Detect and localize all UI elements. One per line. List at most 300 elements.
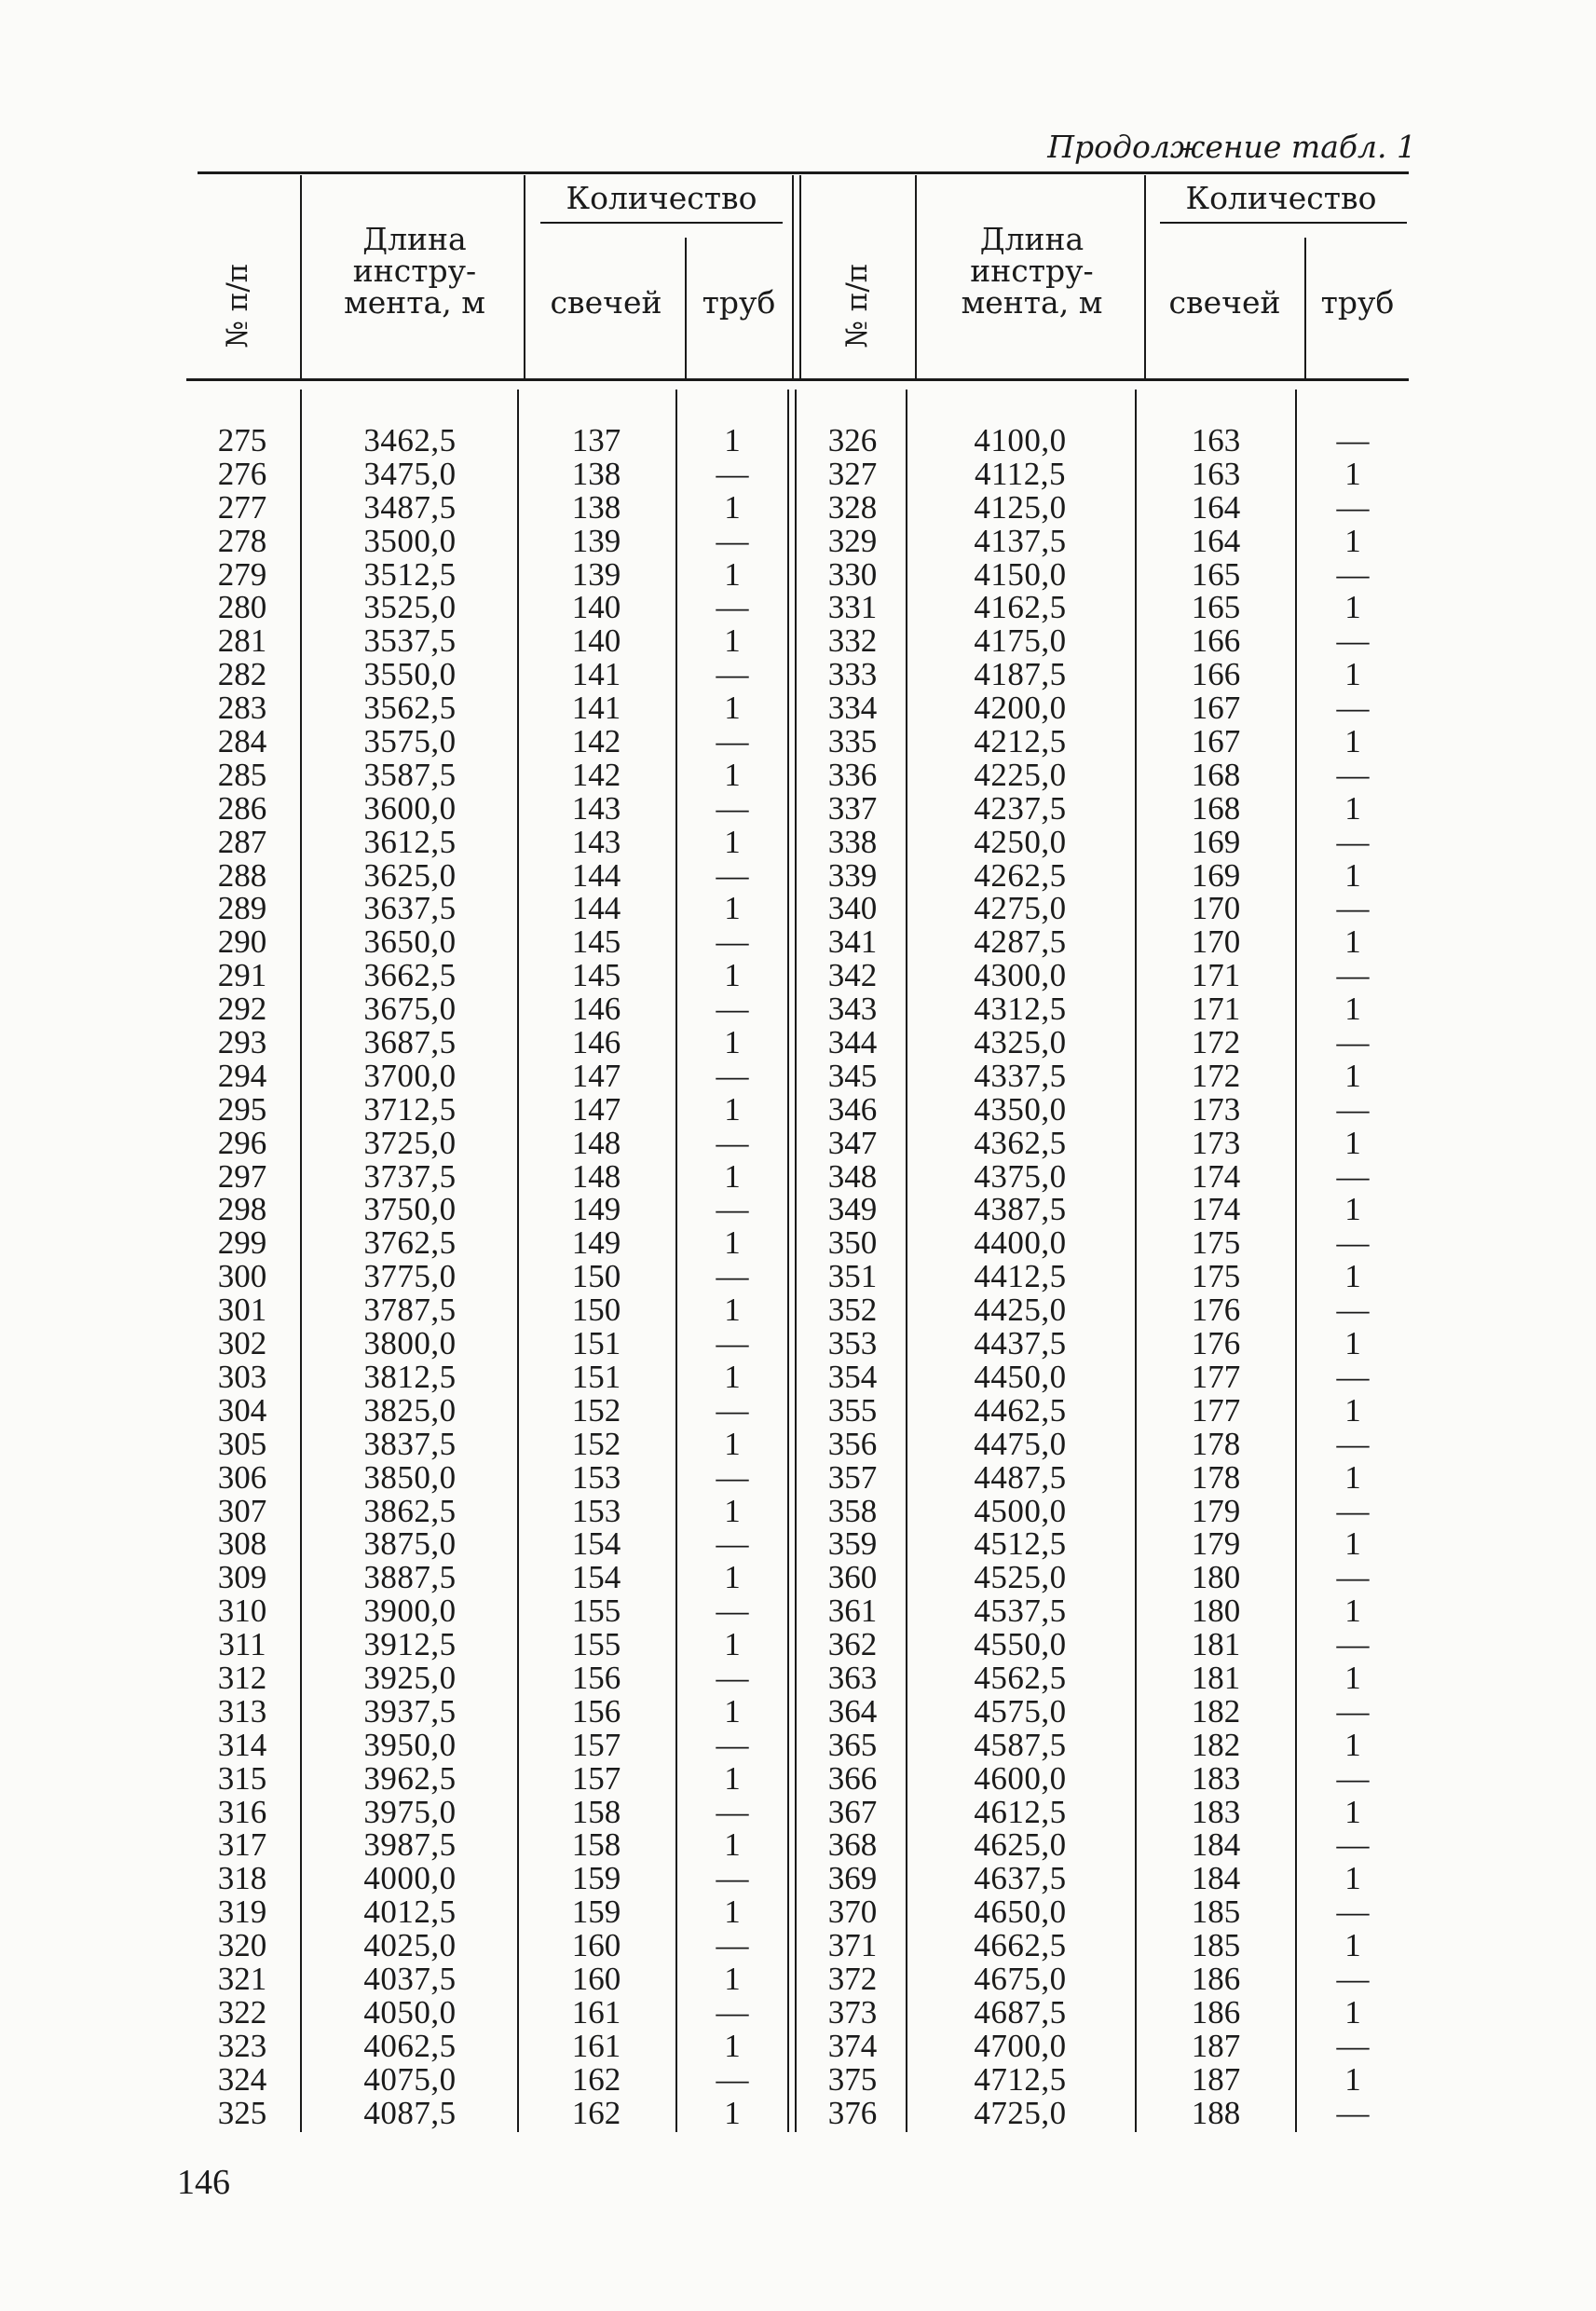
table-cell: 161 [571, 1993, 621, 2031]
table-cell: — [716, 589, 749, 626]
table-cell: 185 [1191, 1927, 1241, 1964]
table-cell: 4587,5 [974, 1726, 1067, 1763]
table-cell: 313 [217, 1692, 267, 1730]
table-cell: 315 [217, 1759, 267, 1797]
table-cell: 143 [571, 823, 621, 860]
header-num-right: № п/п [840, 263, 874, 349]
table-cell: 4550,0 [974, 1626, 1067, 1663]
table-cell: 299 [217, 1224, 267, 1262]
table-cell: 172 [1191, 1057, 1241, 1094]
table-cell: 287 [217, 823, 267, 860]
table-cell: 3575,0 [363, 723, 457, 760]
table-cell: 4225,0 [974, 756, 1067, 793]
table-cell: 344 [827, 1024, 878, 1061]
table-cell: 3687,5 [363, 1024, 457, 1061]
table-cell: — [716, 656, 749, 693]
table-cell: 1 [724, 1692, 741, 1730]
table-cell: 161 [571, 2027, 621, 2064]
table-cell: 1 [1344, 789, 1361, 827]
table-cell: 187 [1191, 2060, 1241, 2098]
table-cell: 352 [827, 1292, 878, 1329]
table-cell: 1 [724, 1224, 741, 1262]
table-cell: 1 [1344, 1124, 1361, 1161]
right-pipes-column [1306, 424, 1399, 2129]
table-cell: 143 [571, 789, 621, 827]
body-double-vline [787, 390, 789, 2132]
table-cell: 169 [1191, 856, 1241, 894]
table-cell: 4662,5 [974, 1927, 1067, 1964]
table-cell: — [1336, 756, 1370, 793]
table-cell: 4087,5 [363, 2094, 457, 2131]
table-cell: 3525,0 [363, 589, 457, 626]
table-cell: 279 [217, 555, 267, 593]
table-cell: 280 [217, 589, 267, 626]
table-cell: 281 [217, 622, 267, 660]
table-cell: 1 [724, 1292, 741, 1329]
header-length-right [922, 221, 1141, 321]
table-cell: — [716, 1659, 749, 1696]
header-length-line: мента, м [344, 284, 485, 321]
table-cell: 181 [1191, 1659, 1241, 1696]
table-cell: 1 [1344, 923, 1361, 961]
table-cell: 4512,5 [974, 1525, 1067, 1563]
table-cell: 3600,0 [363, 789, 457, 827]
table-cell: 4350,0 [974, 1090, 1067, 1128]
table-cell: 140 [571, 589, 621, 626]
table-cell: 314 [217, 1726, 267, 1763]
table-cell: 317 [217, 1826, 267, 1864]
table-cell: 165 [1191, 589, 1241, 626]
table-cell: 358 [827, 1492, 878, 1529]
table-cell: — [1336, 1894, 1370, 1931]
table-cell: 4025,0 [363, 1927, 457, 1964]
table-cell: 335 [827, 723, 878, 760]
table-cell: 323 [217, 2027, 267, 2064]
table-cell: 3462,5 [363, 422, 457, 458]
table-cell: 370 [827, 1894, 878, 1931]
table-cell: — [716, 1124, 749, 1161]
table-cell: 3550,0 [363, 656, 457, 693]
table-cell: 151 [571, 1358, 621, 1395]
table-cell: 1 [1344, 856, 1361, 894]
table-cell: 1 [1344, 2060, 1361, 2098]
table-cell: 283 [217, 690, 267, 727]
table-cell: 360 [827, 1559, 878, 1596]
table-cell: 158 [571, 1793, 621, 1830]
table-cell: 341 [827, 923, 878, 961]
table-cell: 154 [571, 1559, 621, 1596]
header-quantity-right: Количество [1185, 180, 1377, 216]
table-cell: 144 [571, 890, 621, 927]
table-cell: 3725,0 [363, 1124, 457, 1161]
table-cell: 157 [571, 1759, 621, 1797]
table-cell: 3537,5 [363, 622, 457, 660]
table-cell: 1 [724, 422, 741, 458]
left-pipes-column [686, 424, 779, 2129]
header-length-left [307, 221, 522, 321]
table-cell: 177 [1191, 1358, 1241, 1395]
table-cell: — [1336, 890, 1370, 927]
table-cell: 4000,0 [363, 1860, 457, 1897]
table-cell: 181 [1191, 1626, 1241, 1663]
table-cell: 3662,5 [363, 957, 457, 994]
table-cell: 4462,5 [974, 1391, 1067, 1429]
table-cell: 302 [217, 1325, 267, 1362]
table-cell: 166 [1191, 656, 1241, 693]
table-cell: 171 [1191, 957, 1241, 994]
table-cell: 306 [217, 1458, 267, 1496]
table-cell: 4050,0 [363, 1993, 457, 2031]
table-cell: 4537,5 [974, 1593, 1067, 1630]
table-cell: — [716, 923, 749, 961]
table-cell: 4287,5 [974, 923, 1067, 961]
table-cell: 1 [1344, 455, 1361, 492]
table-cell: 4600,0 [974, 1759, 1067, 1797]
table-cell: 3637,5 [363, 890, 457, 927]
table-cell: 290 [217, 923, 267, 961]
table-cell: 367 [827, 1793, 878, 1830]
table-cell: — [716, 1458, 749, 1496]
table-cell: 1 [724, 1358, 741, 1395]
table-cell: 3737,5 [363, 1157, 457, 1195]
table-cell: 362 [827, 1626, 878, 1663]
table-cell: 3862,5 [363, 1492, 457, 1529]
table-cell: 4037,5 [363, 1960, 457, 1997]
table-cell: 369 [827, 1860, 878, 1897]
table-cell: 4262,5 [974, 856, 1067, 894]
left-length-column [317, 424, 503, 2129]
table-cell: 1 [1344, 1659, 1361, 1696]
table-cell: 174 [1191, 1157, 1241, 1195]
table-cell: 154 [571, 1525, 621, 1563]
table-cell: 353 [827, 1325, 878, 1362]
table-top-rule [198, 171, 1409, 174]
table-cell: 4400,0 [974, 1224, 1067, 1262]
table-cell: 330 [827, 555, 878, 593]
table-cell: 3812,5 [363, 1358, 457, 1395]
table-cell: 275 [217, 422, 267, 458]
header-vline [300, 175, 302, 378]
table-cell: 347 [827, 1124, 878, 1161]
table-cell: 1 [724, 1492, 741, 1529]
table-cell: 334 [827, 690, 878, 727]
table-cell: — [1336, 1692, 1370, 1730]
table-cell: — [1336, 1024, 1370, 1061]
quantity-rule-left [540, 222, 783, 224]
table-cell: 1 [1344, 1993, 1361, 2031]
table-cell: 1 [724, 488, 741, 526]
table-cell: 4375,0 [974, 1157, 1067, 1195]
table-cell: 170 [1191, 890, 1241, 927]
table-cell: 183 [1191, 1793, 1241, 1830]
table-cell: — [1336, 1292, 1370, 1329]
table-cell: 146 [571, 991, 621, 1028]
table-cell: 289 [217, 890, 267, 927]
table-cell: 1 [1344, 1458, 1361, 1496]
table-cell: 351 [827, 1258, 878, 1295]
table-cell: — [716, 789, 749, 827]
table-cell: 364 [827, 1692, 878, 1730]
table-cell: 145 [571, 957, 621, 994]
table-cell: 342 [827, 957, 878, 994]
table-cell: 276 [217, 455, 267, 492]
table-cell: 3512,5 [363, 555, 457, 593]
table-cell: 4687,5 [974, 1993, 1067, 2031]
table-cell: 324 [217, 2060, 267, 2098]
header-pipes-left: труб [702, 284, 776, 321]
table-cell: — [716, 1927, 749, 1964]
table-cell: 1 [724, 1960, 741, 1997]
table-cell: 316 [217, 1793, 267, 1830]
table-cell: 307 [217, 1492, 267, 1529]
table-cell: 3612,5 [363, 823, 457, 860]
table-cell: 4675,0 [974, 1960, 1067, 1997]
table-cell: 4150,0 [974, 555, 1067, 593]
table-cell: — [1336, 1492, 1370, 1529]
table-cell: 141 [571, 690, 621, 727]
header-vline [915, 175, 917, 378]
page-number: 146 [177, 2163, 230, 2202]
table-cell: 142 [571, 756, 621, 793]
table-cell: 1 [724, 1024, 741, 1061]
table-cell: — [716, 522, 749, 559]
table-cell: 148 [571, 1157, 621, 1195]
table-cell: 321 [217, 1960, 267, 1997]
table-cell: 4212,5 [974, 723, 1067, 760]
table-cell: 3625,0 [363, 856, 457, 894]
table-cell: — [1336, 823, 1370, 860]
table-cell: 138 [571, 488, 621, 526]
table-cell: 1 [724, 756, 741, 793]
body-vline [1135, 390, 1137, 2132]
table-cell: 296 [217, 1124, 267, 1161]
table-cell: 3787,5 [363, 1292, 457, 1329]
table-cell: 3487,5 [363, 488, 457, 526]
table-cell: 179 [1191, 1492, 1241, 1529]
table-cell: 165 [1191, 555, 1241, 593]
header-vline [1144, 175, 1146, 378]
table-cell: 3775,0 [363, 1258, 457, 1295]
table-cell: 3950,0 [363, 1726, 457, 1763]
table-cell: 322 [217, 1993, 267, 2031]
table-cell: 4387,5 [974, 1191, 1067, 1228]
table-cell: 282 [217, 656, 267, 693]
table-cell: 3750,0 [363, 1191, 457, 1228]
table-cell: 331 [827, 589, 878, 626]
table-cell: 3475,0 [363, 455, 457, 492]
table-cell: 4575,0 [974, 1692, 1067, 1730]
table-cell: 147 [571, 1090, 621, 1128]
table-cell: 186 [1191, 1993, 1241, 2031]
header-length-line: мента, м [961, 284, 1103, 321]
table-cell: 180 [1191, 1559, 1241, 1596]
table-cell: 4450,0 [974, 1358, 1067, 1395]
right-length-column [927, 424, 1113, 2129]
left-candles-column [540, 424, 652, 2129]
table-cell: 1 [1344, 1525, 1361, 1563]
table-cell: 297 [217, 1157, 267, 1195]
table-cell: 346 [827, 1090, 878, 1128]
table-cell: 291 [217, 957, 267, 994]
table-cell: 4525,0 [974, 1559, 1067, 1596]
table-cell: 319 [217, 1894, 267, 1931]
table-cell: 3887,5 [363, 1559, 457, 1596]
table-cell: 301 [217, 1292, 267, 1329]
table-cell: 4625,0 [974, 1826, 1067, 1864]
table-cell: 188 [1191, 2094, 1241, 2131]
table-cell: 153 [571, 1458, 621, 1496]
table-cell: 350 [827, 1224, 878, 1262]
table-cell: 328 [827, 488, 878, 526]
table-cell: 3937,5 [363, 1692, 457, 1730]
header-candles-right: свечей [1168, 284, 1281, 321]
table-cell: 4562,5 [974, 1659, 1067, 1696]
table-cell: 1 [724, 1425, 741, 1462]
table-cell: 278 [217, 522, 267, 559]
table-cell: 3987,5 [363, 1826, 457, 1864]
table-cell: 1 [1344, 1191, 1361, 1228]
table-cell: 1 [1344, 1726, 1361, 1763]
table-cell: — [1336, 1759, 1370, 1797]
table-cell: 1 [724, 1894, 741, 1931]
table-cell: 149 [571, 1191, 621, 1228]
table-cell: 186 [1191, 1960, 1241, 1997]
table-cell: 3762,5 [363, 1224, 457, 1262]
table-cell: 4650,0 [974, 1894, 1067, 1931]
table-cell: 176 [1191, 1325, 1241, 1362]
table-cell: 184 [1191, 1860, 1241, 1897]
table-cell: 180 [1191, 1593, 1241, 1630]
table-cell: 1 [724, 1090, 741, 1128]
table-cell: — [1336, 1826, 1370, 1864]
table-cell: 340 [827, 890, 878, 927]
table-cell: 4075,0 [363, 2060, 457, 2098]
table-cell: 4112,5 [975, 455, 1066, 492]
table-cell: 293 [217, 1024, 267, 1061]
table-cell: 4300,0 [974, 957, 1067, 994]
table-cell: 303 [217, 1358, 267, 1395]
table-cell: — [1336, 1960, 1370, 1997]
table-cell: — [716, 856, 749, 894]
table-cell: 177 [1191, 1391, 1241, 1429]
table-cell: 137 [571, 422, 621, 458]
table-cell: 1 [1344, 723, 1361, 760]
header-candles-left: свечей [550, 284, 662, 321]
table-cell: — [1336, 422, 1370, 458]
table-cell: — [716, 1258, 749, 1295]
table-cell: 3975,0 [363, 1793, 457, 1830]
table-cell: 1 [1344, 589, 1361, 626]
table-cell: 3875,0 [363, 1525, 457, 1563]
table-cell: 3925,0 [363, 1659, 457, 1696]
table-cell: — [1336, 555, 1370, 593]
table-cell: 1 [724, 622, 741, 660]
table-cell: 3587,5 [363, 756, 457, 793]
body-vline [300, 390, 302, 2132]
table-cell: 4312,5 [974, 991, 1067, 1028]
table-cell: — [1336, 1090, 1370, 1128]
table-cell: 4437,5 [974, 1325, 1067, 1362]
table-cell: — [1336, 2027, 1370, 2064]
table-cell: 163 [1191, 422, 1241, 458]
table-cell: 312 [217, 1659, 267, 1696]
table-cell: 150 [571, 1292, 621, 1329]
table-cell: — [1336, 1559, 1370, 1596]
table-cell: 4275,0 [974, 890, 1067, 927]
table-cell: 3650,0 [363, 923, 457, 961]
table-cell: 4412,5 [974, 1258, 1067, 1295]
header-pipes-right: труб [1320, 284, 1395, 321]
table-cell: 1 [724, 823, 741, 860]
header-bottom-rule [186, 378, 1409, 381]
table-cell: 139 [571, 555, 621, 593]
table-cell: 3712,5 [363, 1090, 457, 1128]
table-cell: 326 [827, 422, 878, 458]
table-cell: — [1336, 1358, 1370, 1395]
table-cell: — [716, 1391, 749, 1429]
table-cell: 298 [217, 1191, 267, 1228]
table-cell: 337 [827, 789, 878, 827]
table-cell: 152 [571, 1391, 621, 1429]
table-cell: 155 [571, 1626, 621, 1663]
quantity-rule-right [1160, 222, 1407, 224]
table-cell: 4237,5 [974, 789, 1067, 827]
table-cell: 1 [724, 2094, 741, 2131]
table-cell: 1 [1344, 1258, 1361, 1295]
table-cell: 4362,5 [974, 1124, 1067, 1161]
table-cell: 338 [827, 823, 878, 860]
table-cell: 1 [724, 957, 741, 994]
table-cell: — [716, 1993, 749, 2031]
table-cell: — [716, 1726, 749, 1763]
table-cell: 3837,5 [363, 1425, 457, 1462]
table-cell: 173 [1191, 1124, 1241, 1161]
table-cell: 305 [217, 1425, 267, 1462]
table-cell: 3800,0 [363, 1325, 457, 1362]
table-cell: 1 [1344, 1391, 1361, 1429]
header-num-left: № п/п [221, 263, 254, 349]
table-cell: 308 [217, 1525, 267, 1563]
table-cell: 376 [827, 2094, 878, 2131]
table-cell: — [716, 1793, 749, 1830]
table-cell: 158 [571, 1826, 621, 1864]
table-cell: 4100,0 [974, 422, 1067, 458]
table-cell: — [716, 723, 749, 760]
table-cell: 184 [1191, 1826, 1241, 1864]
table-cell: 149 [571, 1224, 621, 1262]
table-cell: 4725,0 [974, 2094, 1067, 2131]
table-cell: 318 [217, 1860, 267, 1897]
table-cell: 329 [827, 522, 878, 559]
table-cell: 170 [1191, 923, 1241, 961]
table-cell: — [716, 455, 749, 492]
table-cell: 348 [827, 1157, 878, 1195]
table-cell: 374 [827, 2027, 878, 2064]
table-cell: 144 [571, 856, 621, 894]
table-cell: 3912,5 [363, 1626, 457, 1663]
table-cell: — [716, 1057, 749, 1094]
table-cell: 366 [827, 1759, 878, 1797]
header-length-line: Длина [362, 221, 467, 257]
table-cell: 160 [571, 1960, 621, 1997]
table-cell: 4612,5 [974, 1793, 1067, 1830]
table-cell: 182 [1191, 1726, 1241, 1763]
table-cell: 4012,5 [363, 1894, 457, 1931]
table-cell: 354 [827, 1358, 878, 1395]
table-cell: 159 [571, 1860, 621, 1897]
table-cell: 4200,0 [974, 690, 1067, 727]
header-length-line: инстру- [970, 253, 1094, 289]
